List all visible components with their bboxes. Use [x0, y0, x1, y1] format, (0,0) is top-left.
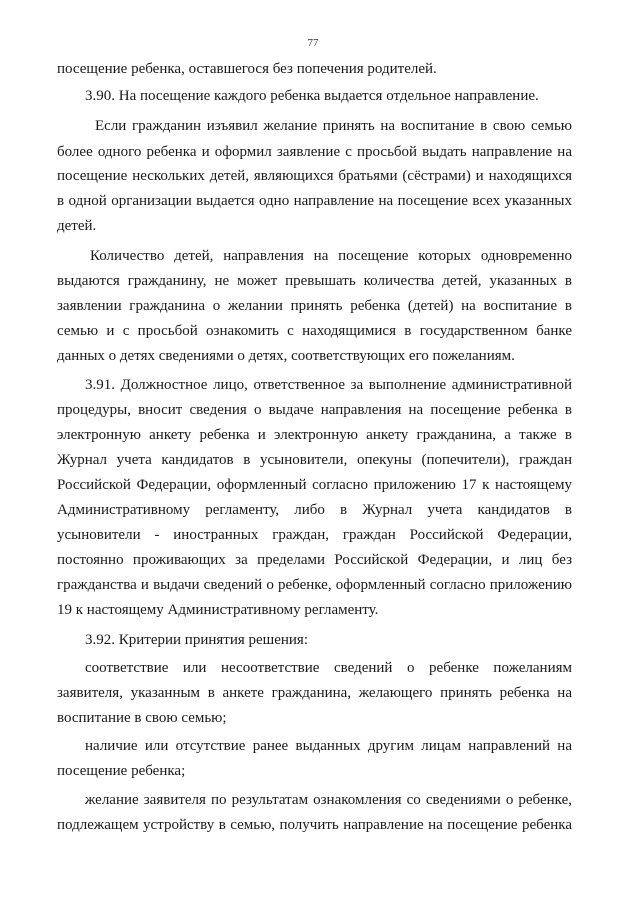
text-line: усыновители - иностранных граждан, граждан Российской Федерации,	[57, 527, 572, 543]
text-line: посещение ребенка, оставшегося без попечения родителей.	[57, 61, 437, 77]
text-line: Количество детей, направления на посещение которых одновременно	[90, 248, 572, 264]
text-line: 3.90. На посещение каждого ребенка выдается отдельное направление.	[85, 88, 539, 104]
text-line: в одной организации выдается одно направление на посещение всех указанных	[57, 193, 572, 209]
text-line: воспитание в свою семью;	[57, 710, 227, 726]
text-line: Российской Федерации, оформленный согласно приложению 17 к настоящему	[57, 477, 572, 493]
text-line: семью и с просьбой ознакомить с находящимися в государственном банке	[57, 323, 572, 339]
text-line: процедуры, вносит сведения о выдаче направления на посещение ребенка в	[57, 402, 572, 418]
text-line: подлежащем устройству в семью, получить направление на посещение ребенка	[57, 817, 572, 833]
text-line: 19 к настоящему Административному регламенту.	[57, 602, 379, 618]
text-line: посещение ребенка;	[57, 763, 186, 779]
page-number: 77	[307, 37, 319, 49]
text-line: данных о детях сведениями о детях, соответствующих его пожеланиям.	[57, 348, 515, 364]
text-line: желание заявителя по результатам ознакомления со сведениями о ребенке,	[85, 792, 572, 808]
text-line: электронную анкету ребенка и электронную анкету гражданина, а также в	[57, 427, 572, 443]
text-line: постоянно проживающих за пределами Российской Федерации, и лиц без	[57, 552, 572, 568]
text-line: заявителя, указанным в анкете гражданина, желающего принять ребенка на	[57, 685, 572, 701]
text-line: наличие или отсутствие ранее выданных другим лицам направлений на	[85, 738, 572, 754]
text-line: 3.92. Критерии принятия решения:	[85, 632, 309, 648]
text-line: детей.	[57, 218, 97, 234]
text-line: посещение нескольких детей, являющихся братьями (сёстрами) и находящихся	[57, 168, 572, 184]
text-line: соответствие или несоответствие сведений о ребенке пожеланиям	[85, 660, 572, 676]
text-line: Административному регламенту, либо в Журнал учета кандидатов в	[57, 502, 572, 518]
text-line: заявлении гражданина о желании принять ребенка (детей) на воспитание в	[57, 298, 572, 314]
text-line: выдаются гражданину, не может превышать количества детей, указанных в	[57, 273, 572, 289]
text-line: более одного ребенка и оформил заявление с просьбой выдать направление на	[57, 144, 572, 160]
text-line: Если гражданин изъявил желание принять на воспитание в свою семью	[95, 118, 572, 134]
text-line: Журнал учета кандидатов в усыновители, опекуны (попечители), граждан	[57, 452, 572, 468]
text-line: гражданства и выдачи сведений о ребенке, оформленный согласно приложению	[57, 577, 572, 593]
text-line: 3.91. Должностное лицо, ответственное за выполнение административной	[85, 377, 572, 393]
